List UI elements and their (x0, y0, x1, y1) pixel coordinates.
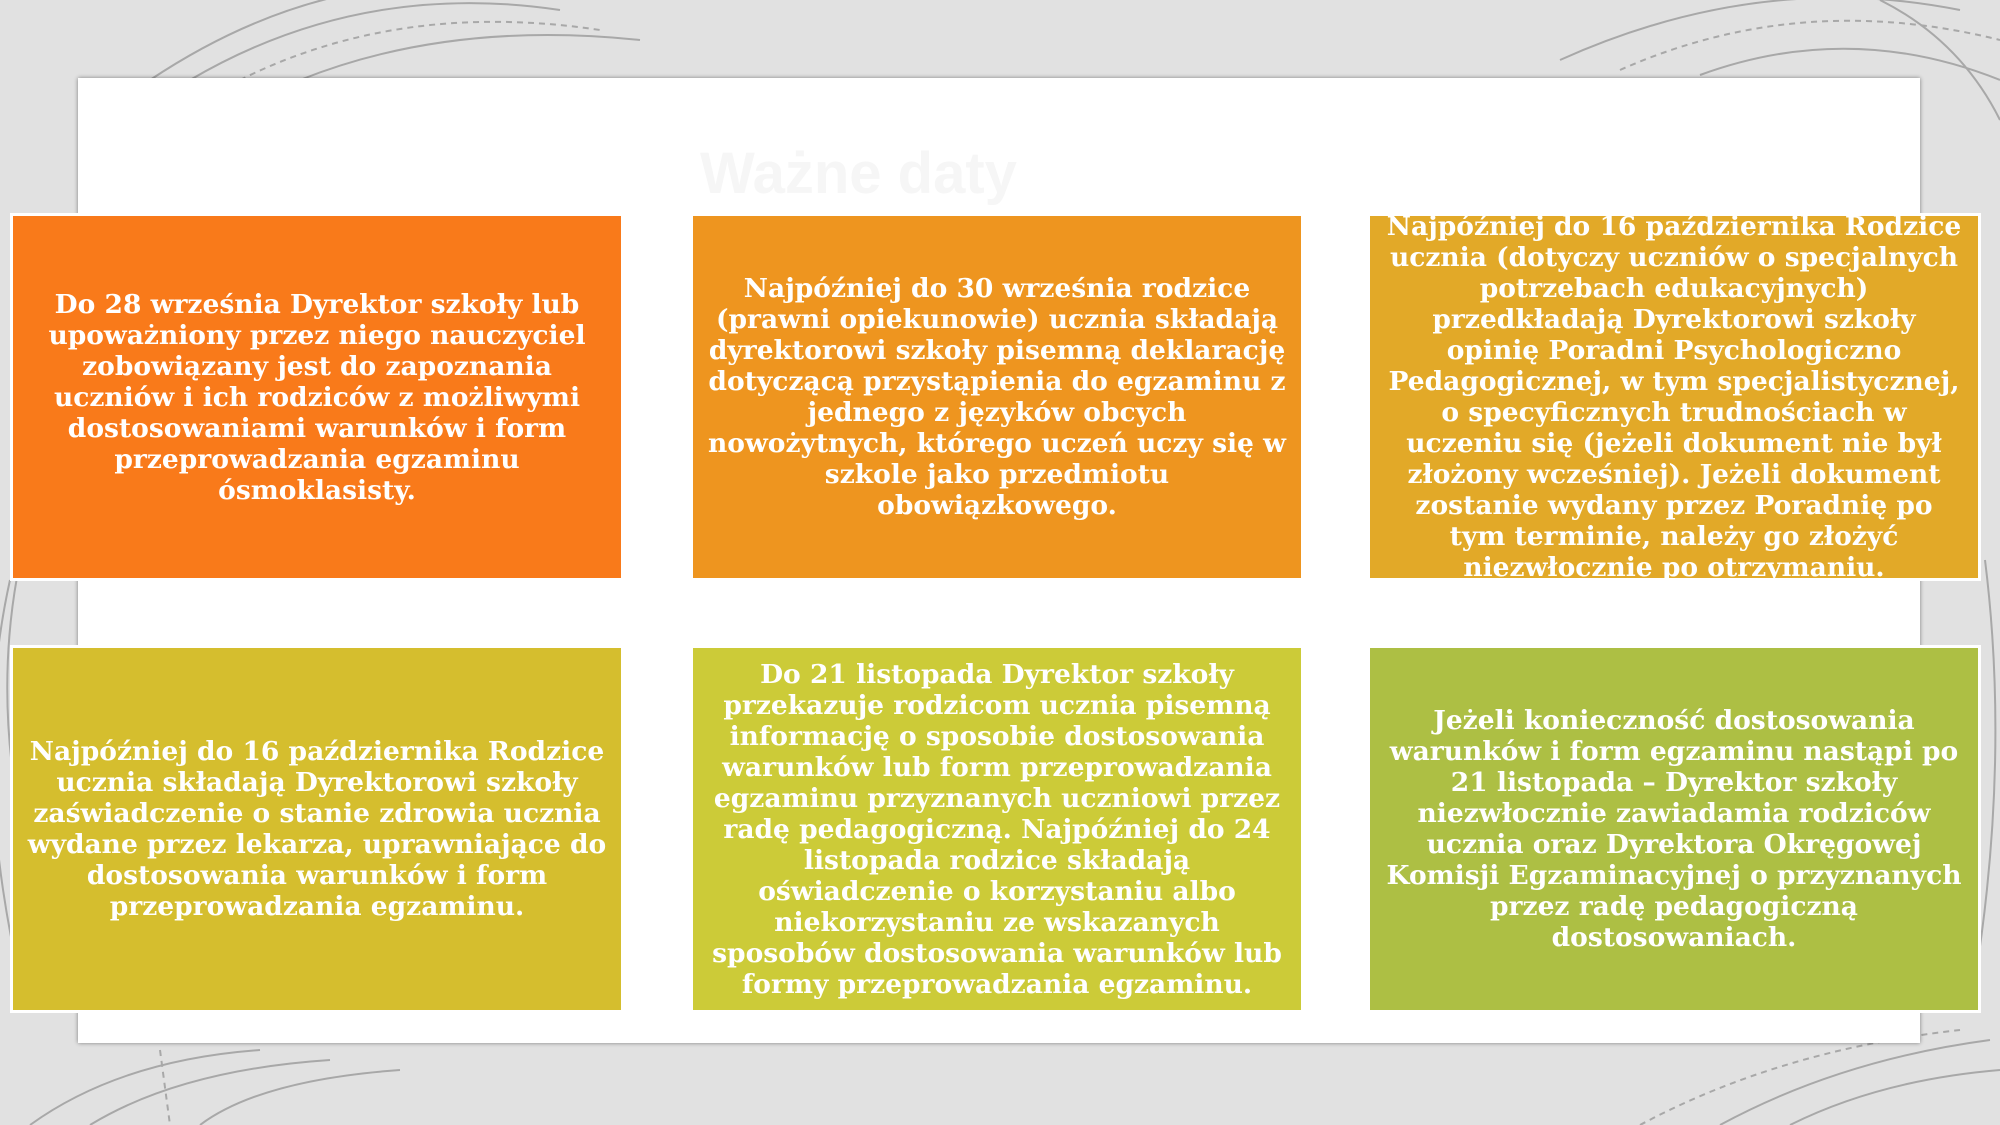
date-box-oct-16-health (10, 645, 624, 1013)
date-box-after-nov-21 (1367, 645, 1981, 1013)
slide-title: Ważne daty (700, 141, 1017, 206)
date-box-sept-30 (690, 213, 1304, 581)
date-box-text: Jeżeli konieczność dostosowania warunków i form egzaminu nastąpi po 21 listopada – Dyrektor szkoły niezwłocznie zawiadamia rodziców ucznia oraz Dyrektora Okręgowej Komisji Egzaminacyjnej o przyznanych przez radę pedagogiczną dostosowaniach. (1386, 705, 1962, 953)
date-box-text: Najpóźniej do 16 października Rodzice ucznia składają Dyrektorowi szkoły zaświadczenie o stanie zdrowia ucznia wydane przez lekarza, uprawniające do dostosowania warunków i form przeprowadzania egzaminu. (27, 736, 607, 922)
date-box-sept-28 (10, 213, 624, 581)
date-box-text: Do 21 listopada Dyrektor szkoły przekazuje rodzicom ucznia pisemną informację o sposobie dostosowania warunków lub form przeprowadzania egzaminu przyznanych uczniowi przez radę pedagogiczną. Najpóźniej do 24 listopada rodzice składają oświadczenie o korzystaniu albo niekorzystaniu ze wskazanych sposobów dostosowania warunków lub formy przeprowadzania egzaminu. (712, 658, 1282, 1000)
date-box-text: Najpóźniej do 16 października Rodzice ucznia (dotyczy uczniów o specjalnych potrzebach edukacyjnych) przedkładają Dyrektorowi szkoły opinię Poradni Psychologiczno Pedagogicznej, w tym specjalistycznej, o specyficznych trudnościach w uczeniu się (jeżeli dokument nie był złożony wcześniej). Jeżeli dokument zostanie wydany przez Poradnię po tym terminie, należy go złożyć niezwłocznie po otrzymaniu. (1386, 211, 1962, 583)
date-box-nov-21 (690, 645, 1304, 1013)
date-box-text: Najpóźniej do 30 września rodzice (prawni opiekunowie) ucznia składają dyrektorowi szkoły pisemną deklarację dotyczącą przystąpienia do egzaminu z jednego z języków obcych nowożytnych, którego uczeń uczy się w szkole jako przedmiotu obowiązkowego. (708, 273, 1286, 521)
date-box-oct-16-opinion (1367, 213, 1981, 581)
date-box-text: Do 28 września Dyrektor szkoły lub upoważniony przez niego nauczyciel zobowiązany jest do zapoznania uczniów i ich rodziców z możliwymi dostosowaniami warunków i form przeprowadzania egzaminu ósmoklasisty. (48, 288, 586, 506)
